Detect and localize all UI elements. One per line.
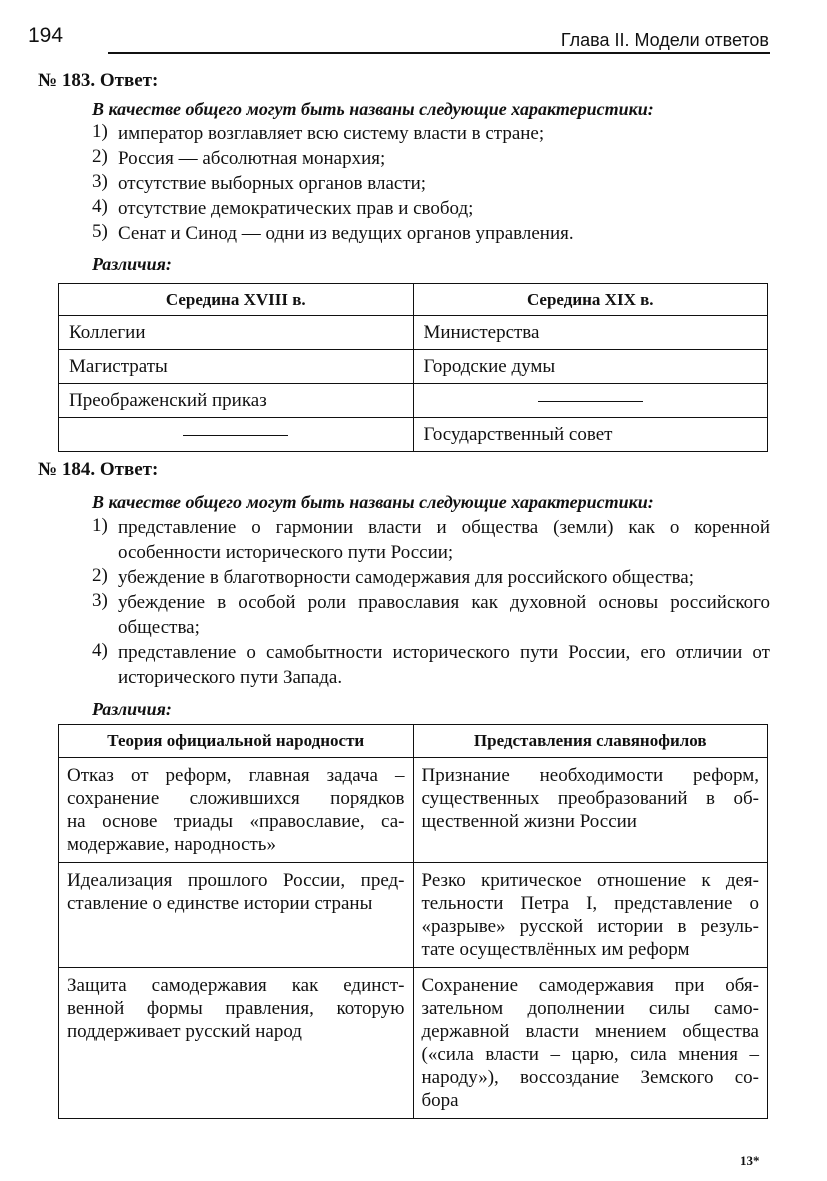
- table-cell: [59, 968, 414, 1119]
- table-row: [59, 350, 768, 384]
- list-item: 3) отсутствие выборных органов власти;: [92, 171, 427, 194]
- cell-line: Идеализация прошлого России, пред-: [67, 870, 405, 891]
- list-item: 5) Сенат и Синод — одни из ведущих органов управления.: [92, 221, 574, 244]
- cell-line: «разрыве» русской истории в резуль-: [421, 916, 759, 937]
- table-row: [59, 863, 768, 968]
- q184-table: [58, 724, 768, 1119]
- table-row: [59, 968, 768, 1119]
- running-title: Глава II. Модели ответов: [560, 30, 769, 50]
- q184-diff-label: Различия:: [92, 699, 172, 719]
- list-item: 1) император возглавляет всю систему власти в стране;: [92, 121, 545, 144]
- dash-cell: [59, 418, 414, 452]
- cell-line: Защита самодержавия как единст-: [67, 975, 405, 996]
- table-cell: [413, 758, 768, 863]
- q183-table: [58, 283, 768, 452]
- cell-line: Отказ от реформ, главная задача –: [67, 765, 405, 786]
- cell-line: на основе триады «православие, са-: [67, 811, 405, 832]
- cell-line: Сохранение самодержавия при обя-: [421, 975, 759, 996]
- signature-mark: 13*: [740, 1153, 760, 1168]
- table-cell: Преображенский приказ: [59, 384, 414, 418]
- cell-line: поддерживает русский народ: [67, 1021, 302, 1042]
- table-cell: [413, 863, 768, 968]
- q183-title: № 183. Ответ:: [38, 70, 159, 91]
- table-row: [59, 316, 768, 350]
- q184-list: [92, 515, 770, 690]
- table-header-row: [59, 284, 768, 316]
- cell-line: сохранение сложившихся порядков: [67, 788, 405, 809]
- table-row: [59, 418, 768, 452]
- cell-line: бора: [421, 1090, 459, 1111]
- header-rule: [108, 52, 770, 54]
- column-header: Теория официальной народности: [59, 725, 414, 758]
- cell-line: венной формы правления, которую: [67, 998, 405, 1019]
- table-row: [59, 384, 768, 418]
- list-item: 4) представление о самобытности исторического пути России, его отличии от исторического пути Запада.: [92, 640, 770, 688]
- cell-line: модержавие, народность»: [67, 834, 276, 855]
- cell-line: («сила власти – царю, сила мнения –: [421, 1044, 759, 1065]
- table-cell: [59, 758, 414, 863]
- cell-line: тате осуществлённых им реформ: [421, 939, 690, 960]
- table-header-row: [59, 725, 768, 758]
- list-item: 2) Россия — абсолютная монархия;: [92, 146, 386, 169]
- cell-line: Признание необходимости реформ,: [421, 765, 759, 786]
- table-cell: Магистраты: [59, 350, 414, 384]
- table-row: [59, 758, 768, 863]
- list-item: 4) отсутствие демократических прав и свобод;: [92, 196, 474, 219]
- cell-line: державной власти мнением общества: [421, 1021, 759, 1042]
- q183-diff-label: Различия:: [92, 254, 172, 274]
- column-header: Середина XIX в.: [413, 284, 768, 316]
- column-header: Середина XVIII в.: [59, 284, 414, 316]
- q184-title: № 184. Ответ:: [38, 459, 159, 480]
- table-cell: Министерства: [413, 316, 768, 350]
- cell-line: народу»), воссоздание Земского со-: [421, 1067, 759, 1088]
- q184-intro: В качестве общего могут быть названы следующие характеристики:: [92, 492, 654, 512]
- cell-line: существенных преобразований в об-: [421, 788, 759, 809]
- list-item: 3) убеждение в особой роли православия как духовной основы российского общества;: [92, 590, 770, 638]
- dash-cell: [413, 384, 768, 418]
- table-cell: Коллегии: [59, 316, 414, 350]
- table-cell: Городские думы: [413, 350, 768, 384]
- dash-line: [538, 401, 643, 402]
- cell-line: зательном дополнении силы само-: [421, 998, 759, 1019]
- cell-line: тельности Петра I, представление о: [421, 893, 759, 914]
- column-header: Представления славянофилов: [413, 725, 768, 758]
- list-item: 1) представление о гармонии власти и общества (земли) как о коренной особенности исторического пути России;: [92, 515, 770, 563]
- list-item: 2) убеждение в благотворности самодержавия для российского общества;: [92, 565, 695, 588]
- table-cell: Государственный совет: [413, 418, 768, 452]
- table-cell: [413, 968, 768, 1119]
- table-cell: [59, 863, 414, 968]
- q183-list: [92, 121, 772, 246]
- cell-line: Резко критическое отношение к дея-: [421, 870, 759, 891]
- cell-line: щественной жизни России: [421, 811, 637, 832]
- page-number: 194: [28, 24, 64, 47]
- q183-intro: В качестве общего могут быть названы следующие характеристики:: [92, 99, 654, 119]
- dash-line: [183, 435, 288, 436]
- cell-line: ставление о единстве истории страны: [67, 893, 373, 914]
